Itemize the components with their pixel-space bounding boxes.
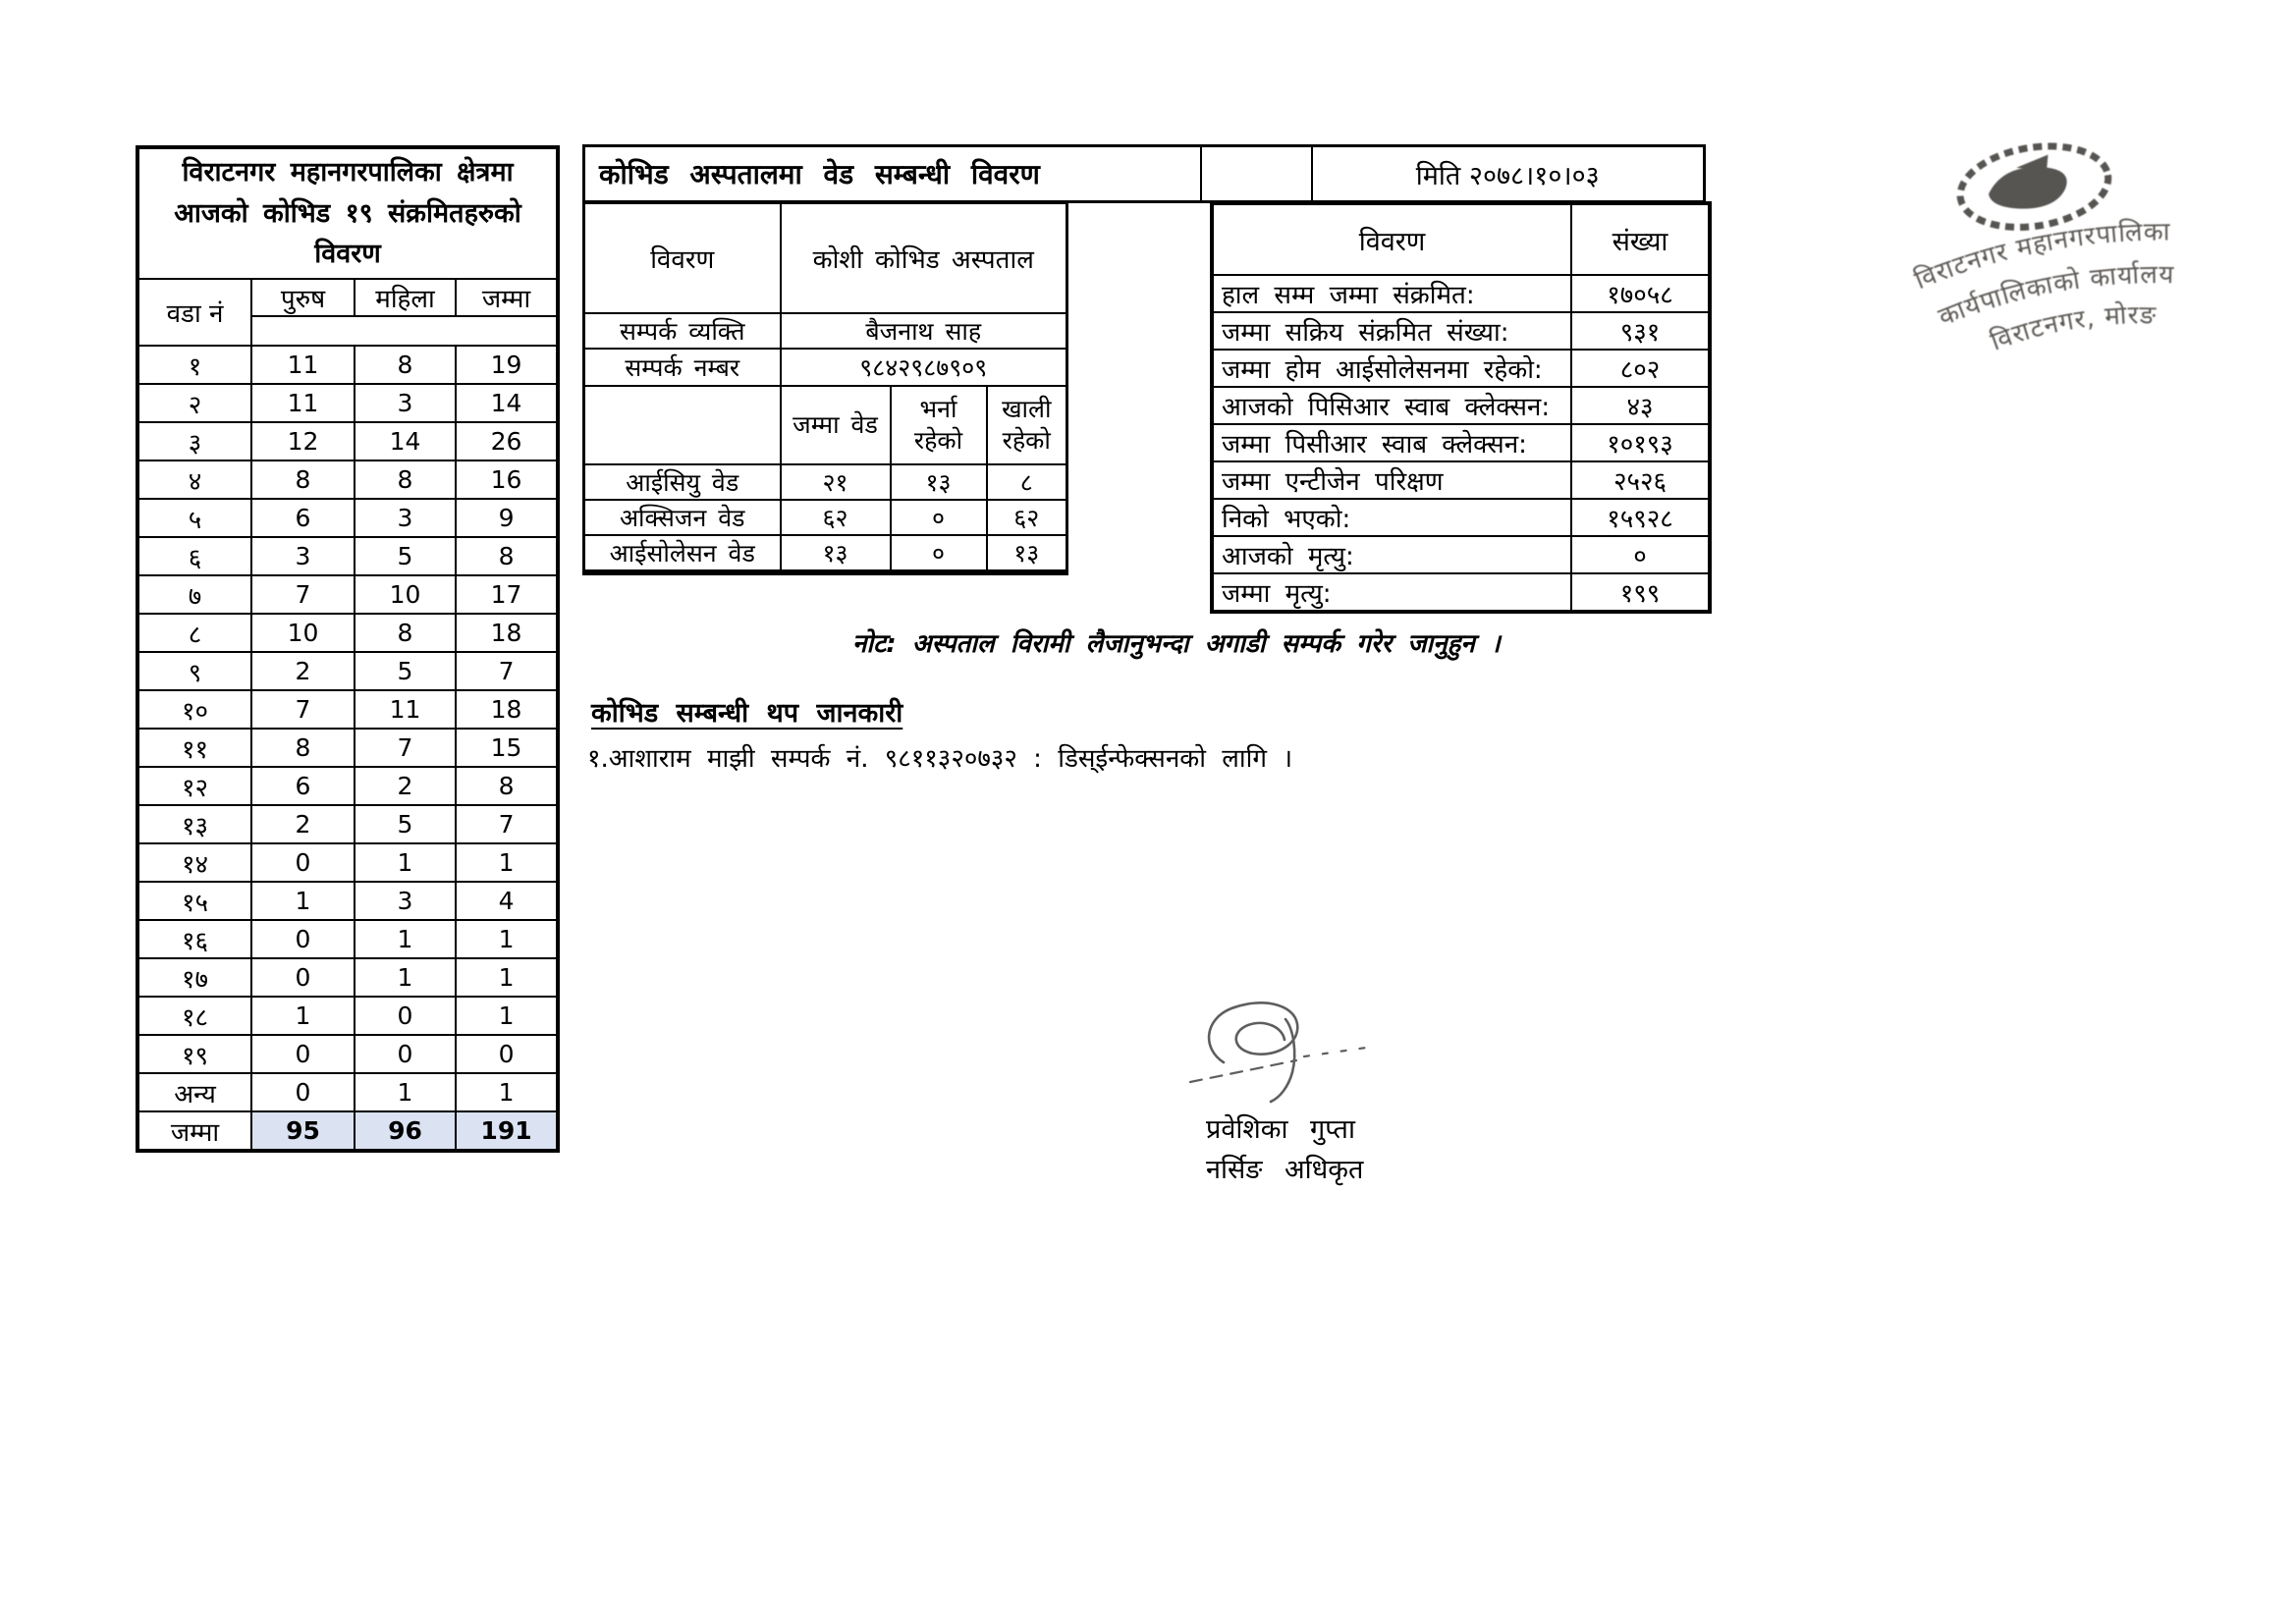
bed-subheader-row [584, 386, 1067, 464]
empty-cell [584, 386, 781, 464]
stat-label: आजको पिसिआर स्वाब क्लेक्सन: [1212, 387, 1571, 424]
male-count: 12 [251, 422, 355, 460]
stat-label: जम्मा सक्रिय संक्रमित संख्या: [1212, 312, 1571, 350]
bed-table-header-row [584, 203, 1067, 314]
female-count: 2 [355, 767, 456, 805]
total-count: 7 [456, 805, 558, 843]
ward-row [137, 614, 558, 652]
ward-row [137, 767, 558, 805]
male-count: 11 [251, 346, 355, 384]
additional-info-heading: कोभिड सम्बन्धी थप जानकारी [591, 698, 903, 729]
total-count: 191 [456, 1111, 558, 1151]
additional-info-line: १.आशाराम माझी सम्पर्क नं. ९८११३२०७३२ : डिस्ईन्फेक्सनको लागि । [587, 744, 1293, 774]
female-count: 3 [355, 499, 456, 537]
total-count: 1 [456, 1073, 558, 1111]
covid-statistics-table [1210, 201, 1712, 614]
ward-table-title: विराटनगर महानगरपालिका क्षेत्रमा आजको कोभिड १९ संक्रमितहरुको विवरण [137, 147, 558, 279]
bed-type-label: आईसोलेसन वेड [584, 535, 781, 572]
stat-value: १९९ [1571, 573, 1710, 612]
ward-number: जम्मा [137, 1111, 251, 1151]
ward-number: ७ [137, 575, 251, 614]
total-count: 17 [456, 575, 558, 614]
hospital-bed-table [582, 201, 1068, 575]
female-count: 10 [355, 575, 456, 614]
male-count: 2 [251, 652, 355, 690]
col-header-vacant-beds: खाली रहेको [987, 386, 1067, 464]
bed-occupied: ० [891, 535, 987, 572]
hospital-bed-title-row [584, 146, 1705, 202]
male-count: 6 [251, 499, 355, 537]
ward-number: १४ [137, 843, 251, 882]
stats-header-row [1212, 203, 1710, 275]
bed-total: २१ [781, 464, 891, 500]
contact-number-row [584, 349, 1067, 386]
female-count: 3 [355, 384, 456, 422]
female-count: 7 [355, 729, 456, 767]
stat-row [1212, 536, 1710, 573]
ward-number: १८ [137, 997, 251, 1035]
stat-row [1212, 573, 1710, 612]
female-count: 0 [355, 1035, 456, 1073]
bed-vacant: १३ [987, 535, 1067, 572]
ward-number: १ [137, 346, 251, 384]
contact-person-label: सम्पर्क व्यक्ति [584, 313, 781, 349]
ward-row [137, 958, 558, 997]
male-count: 8 [251, 460, 355, 499]
hospital-name: कोशी कोभिड अस्पताल [781, 203, 1067, 314]
female-count: 8 [355, 614, 456, 652]
male-count: 0 [251, 958, 355, 997]
male-count: 0 [251, 1073, 355, 1111]
stamp-line-3: विराटनगर, मोरङ [1987, 300, 2158, 357]
ward-number: ६ [137, 537, 251, 575]
ward-row [137, 346, 558, 384]
col-header-total: जम्मा [456, 279, 558, 316]
ward-row [137, 690, 558, 729]
ward-row [137, 422, 558, 460]
total-count: 18 [456, 690, 558, 729]
bed-total: १३ [781, 535, 891, 572]
ward-number: १० [137, 690, 251, 729]
ward-number: १७ [137, 958, 251, 997]
stat-row [1212, 312, 1710, 350]
ward-row [137, 997, 558, 1035]
total-count: 15 [456, 729, 558, 767]
bed-type-label: आईसियु वेड [584, 464, 781, 500]
stat-row [1212, 461, 1710, 499]
stat-label: जम्मा एन्टीजेन परिक्षण [1212, 461, 1571, 499]
female-count: 8 [355, 346, 456, 384]
stat-label: जम्मा पिसीआर स्वाब क्लेक्सन: [1212, 424, 1571, 461]
female-count: 1 [355, 920, 456, 958]
stat-label: जम्मा मृत्यु: [1212, 573, 1571, 612]
col-header-detail: विवरण [584, 203, 781, 314]
bed-occupied: १३ [891, 464, 987, 500]
stat-label: आजको मृत्यु: [1212, 536, 1571, 573]
female-count: 5 [355, 537, 456, 575]
male-count: 0 [251, 843, 355, 882]
bed-occupied: ० [891, 500, 987, 535]
female-count: 11 [355, 690, 456, 729]
signature-scribble [1180, 992, 1426, 1114]
total-count: 18 [456, 614, 558, 652]
ward-number: १९ [137, 1035, 251, 1073]
male-count: 3 [251, 537, 355, 575]
col-header-count: संख्या [1571, 203, 1710, 275]
ward-number: ९ [137, 652, 251, 690]
female-count: 5 [355, 652, 456, 690]
total-count: 1 [456, 958, 558, 997]
stats-table-body [1212, 275, 1710, 612]
stamp-line-1: विराटनगर महानगरपालिका [1910, 217, 2171, 297]
stat-value: २५२६ [1571, 461, 1710, 499]
bed-row [584, 535, 1067, 572]
contact-person-name: बैजनाथ साह [781, 313, 1067, 349]
male-count: 11 [251, 384, 355, 422]
total-count: 8 [456, 537, 558, 575]
ward-number: ४ [137, 460, 251, 499]
col-header-occupied-beds: भर्ना रहेको [891, 386, 987, 464]
male-count: 1 [251, 997, 355, 1035]
female-count: 1 [355, 843, 456, 882]
ward-row [137, 652, 558, 690]
ward-number: १२ [137, 767, 251, 805]
ward-number: अन्य [137, 1073, 251, 1111]
stat-value: ८०२ [1571, 350, 1710, 387]
ward-summary-table [136, 145, 560, 1153]
total-count: 1 [456, 843, 558, 882]
signatory-designation: नर्सिङ अधिकृत [1206, 1155, 1364, 1185]
total-count: 1 [456, 920, 558, 958]
bed-row [584, 500, 1067, 535]
ward-number: २ [137, 384, 251, 422]
ward-row [137, 460, 558, 499]
male-count: 10 [251, 614, 355, 652]
ward-number: १५ [137, 882, 251, 920]
female-count: 8 [355, 460, 456, 499]
stat-row [1212, 350, 1710, 387]
stat-value: ० [1571, 536, 1710, 573]
total-count: 7 [456, 652, 558, 690]
ward-table-title-row [137, 147, 558, 279]
ward-row [137, 575, 558, 614]
report-date: मिति २०७८।१०।०३ [1312, 146, 1705, 202]
signature-block [1206, 1110, 1363, 1190]
bed-vacant: ८ [987, 464, 1067, 500]
ward-row [137, 920, 558, 958]
ward-number: ८ [137, 614, 251, 652]
male-count: 0 [251, 920, 355, 958]
male-count: 1 [251, 882, 355, 920]
total-count: 1 [456, 997, 558, 1035]
stat-value: १०१९३ [1571, 424, 1710, 461]
ward-row [137, 1073, 558, 1111]
ward-row [137, 805, 558, 843]
stat-value: १७०५८ [1571, 275, 1710, 312]
total-count: 8 [456, 767, 558, 805]
male-count: 2 [251, 805, 355, 843]
stat-value: १५९२८ [1571, 499, 1710, 536]
ward-number: ११ [137, 729, 251, 767]
col-header-female: महिला [355, 279, 456, 316]
bed-type-label: अक्सिजन वेड [584, 500, 781, 535]
empty-cell [1201, 146, 1312, 202]
total-count: 9 [456, 499, 558, 537]
contact-person-row [584, 313, 1067, 349]
ward-number: १६ [137, 920, 251, 958]
ward-row [137, 1111, 558, 1151]
col-header-total-beds: जम्मा वेड [781, 386, 891, 464]
male-count: 0 [251, 1035, 355, 1073]
col-header-description: विवरण [1212, 203, 1571, 275]
stamp-line-2: कार्यपालिकाको कार्यालय [1934, 260, 2175, 333]
male-count: 6 [251, 767, 355, 805]
ward-row [137, 1035, 558, 1073]
stat-label: निको भएको: [1212, 499, 1571, 536]
total-count: 4 [456, 882, 558, 920]
ward-row [137, 729, 558, 767]
total-count: 26 [456, 422, 558, 460]
stat-row [1212, 499, 1710, 536]
total-count: 16 [456, 460, 558, 499]
ward-row [137, 384, 558, 422]
office-stamp [1865, 98, 2241, 392]
male-count: 7 [251, 575, 355, 614]
ward-row [137, 843, 558, 882]
female-count: 1 [355, 958, 456, 997]
ward-row [137, 499, 558, 537]
stat-label: हाल सम्म जम्मा संक्रमित: [1212, 275, 1571, 312]
female-count: 3 [355, 882, 456, 920]
hospital-bed-title: कोभिड अस्पतालमा वेड सम्बन्धी विवरण [584, 146, 1201, 202]
ward-number: ५ [137, 499, 251, 537]
ward-row [137, 882, 558, 920]
stat-label: जम्मा होम आईसोलेसनमा रहेको: [1212, 350, 1571, 387]
total-count: 0 [456, 1035, 558, 1073]
bed-total: ६२ [781, 500, 891, 535]
ward-row [137, 537, 558, 575]
stat-value: ९३१ [1571, 312, 1710, 350]
female-count: 5 [355, 805, 456, 843]
stat-row [1212, 387, 1710, 424]
male-count: 7 [251, 690, 355, 729]
female-count: 96 [355, 1111, 456, 1151]
ward-table-body [137, 346, 558, 1151]
male-count: 8 [251, 729, 355, 767]
col-header-ward-no: वडा नं [137, 279, 251, 346]
ward-number: १३ [137, 805, 251, 843]
total-count: 19 [456, 346, 558, 384]
contact-number-value: ९८४२९८७९०९ [781, 349, 1067, 386]
ward-table-header-row [137, 279, 558, 316]
bed-table-body [584, 464, 1067, 572]
hospital-bed-title-bar [582, 144, 1706, 203]
hospital-note: नोट: अस्पताल विरामी लैजानुभन्दा अगाडी सम्पर्क गरेर जानुहुन । [852, 629, 1501, 659]
bed-row [584, 464, 1067, 500]
total-count: 14 [456, 384, 558, 422]
female-count: 1 [355, 1073, 456, 1111]
female-count: 14 [355, 422, 456, 460]
female-count: 0 [355, 997, 456, 1035]
signatory-name: प्रवेशिका गुप्ता [1206, 1114, 1355, 1145]
contact-number-label: सम्पर्क नम्बर [584, 349, 781, 386]
col-header-male: पुरुष [251, 279, 355, 316]
male-count: 95 [251, 1111, 355, 1151]
ward-number: ३ [137, 422, 251, 460]
bed-vacant: ६२ [987, 500, 1067, 535]
empty-cell [251, 316, 558, 346]
stat-row [1212, 424, 1710, 461]
stat-row [1212, 275, 1710, 312]
stat-value: ४३ [1571, 387, 1710, 424]
